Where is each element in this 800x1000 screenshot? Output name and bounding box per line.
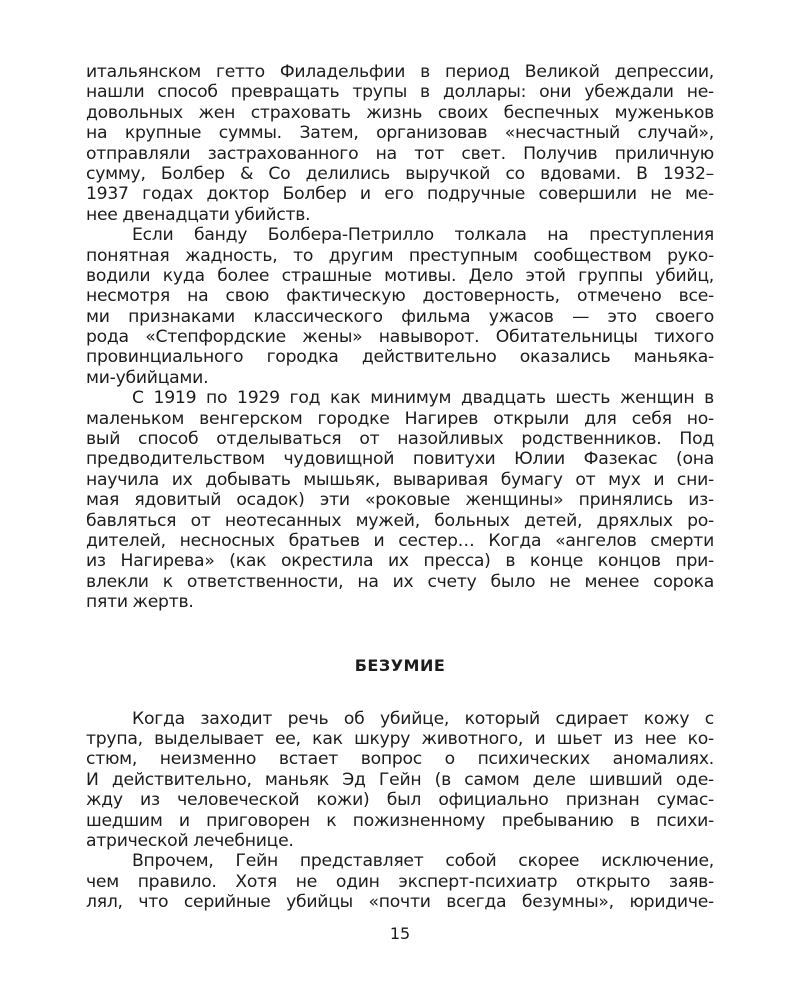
text-line: сумму, Болбер & Co делились выручкой со вдовами. В 1932– xyxy=(86,163,714,184)
text-line: отправляли застрахованного на тот свет. Получив приличную xyxy=(86,143,714,164)
body-text-top xyxy=(86,62,714,613)
text-line: дителей, несносных братьев и сестер… Когда «ангелов смерти xyxy=(86,530,714,551)
text-line: стюм, неизменно встает вопрос о психических аномалиях. xyxy=(86,749,714,770)
paragraph xyxy=(86,709,714,852)
paragraph xyxy=(86,62,714,225)
text-line: научила их добывать мышьяк, вываривая бумагу от мух и сни- xyxy=(86,469,714,490)
text-line: предводительством чудовищной повитухи Юлии Фазекас (она xyxy=(86,449,714,470)
text-line: трупа, выделывает ее, как шкуру животного, и шьет из нее ко- xyxy=(86,728,714,749)
text-line: довольных жен страховать жизнь своих беспечных муженьков xyxy=(86,102,714,123)
text-line: ми признаками классического фильма ужасов — это своего xyxy=(86,306,714,327)
text-line: атрической лечебнице. xyxy=(86,830,294,851)
text-line: Когда заходит речь об убийце, который сдирает кожу с xyxy=(132,708,714,729)
paragraph xyxy=(86,851,714,912)
text-line: мая ядовитый осадок) эти «роковые женщины» принялись из- xyxy=(86,490,714,511)
text-line: нее двенадцати убийств. xyxy=(86,204,311,225)
text-line: С 1919 по 1929 год как минимум двадцать шесть женщин в xyxy=(132,388,714,409)
text-line: понятная жадность, то другим преступным сообществом руко- xyxy=(86,245,714,266)
page-number: 15 xyxy=(389,924,411,943)
text-line: бавляться от неотесанных мужей, больных детей, дряхлых ро- xyxy=(86,510,714,531)
text-line: пяти жертв. xyxy=(86,592,194,613)
page-body xyxy=(86,62,714,912)
paragraph xyxy=(86,225,714,388)
text-line: нашли способ превращать трупы в доллары: они убеждали не- xyxy=(86,82,714,103)
text-line: ми-убийцами. xyxy=(86,367,209,388)
text-line: на крупные суммы. Затем, организовав «несчастный случай», xyxy=(86,123,714,144)
text-line: вый способ отделываться от назойливых родственников. Под xyxy=(86,429,714,450)
text-line: маленьком венгерском городке Нагирев открыли для себя но- xyxy=(86,408,714,429)
text-line: жду из человеческой кожи) был официально признан сумас- xyxy=(86,790,714,811)
text-line: лял, что серийные убийцы «почти всегда безумны», юридиче- xyxy=(86,892,714,913)
text-line: шедшим и приговорен к пожизненному пребыванию в психи- xyxy=(86,810,714,831)
text-line: И действительно, маньяк Эд Гейн (в самом деле шивший оде- xyxy=(86,769,714,790)
paragraph xyxy=(86,388,714,612)
text-line: 1937 годах доктор Болбер и его подручные совершили не ме- xyxy=(86,184,714,205)
text-line: влекли к ответственности, на их счету было не менее сорока xyxy=(86,571,714,592)
section-heading: БЕЗУМИЕ xyxy=(354,655,446,675)
text-line: водили куда более страшные мотивы. Дело этой группы убийц, xyxy=(86,265,714,286)
text-line: итальянском гетто Филадельфии в период Великой депрессии, xyxy=(86,62,714,82)
text-line: несмотря на свою фактическую достоверность, отмечено все- xyxy=(86,286,714,307)
text-line: Впрочем, Гейн представляет собой скорее исключение, xyxy=(132,851,714,872)
text-line: рода «Степфордские жены» навыворот. Обитательницы тихого xyxy=(86,327,714,348)
text-line: Если банду Болбера-Петрилло толкала на преступления xyxy=(132,225,714,246)
text-line: провинциального городка действительно оказались маньяка- xyxy=(86,347,714,368)
text-line: чем правило. Хотя не один эксперт-психиатр открыто заяв- xyxy=(86,871,714,892)
text-line: из Нагирева» (как окрестила их пресса) в конце концов при- xyxy=(86,551,714,572)
body-text-bottom xyxy=(86,709,714,913)
